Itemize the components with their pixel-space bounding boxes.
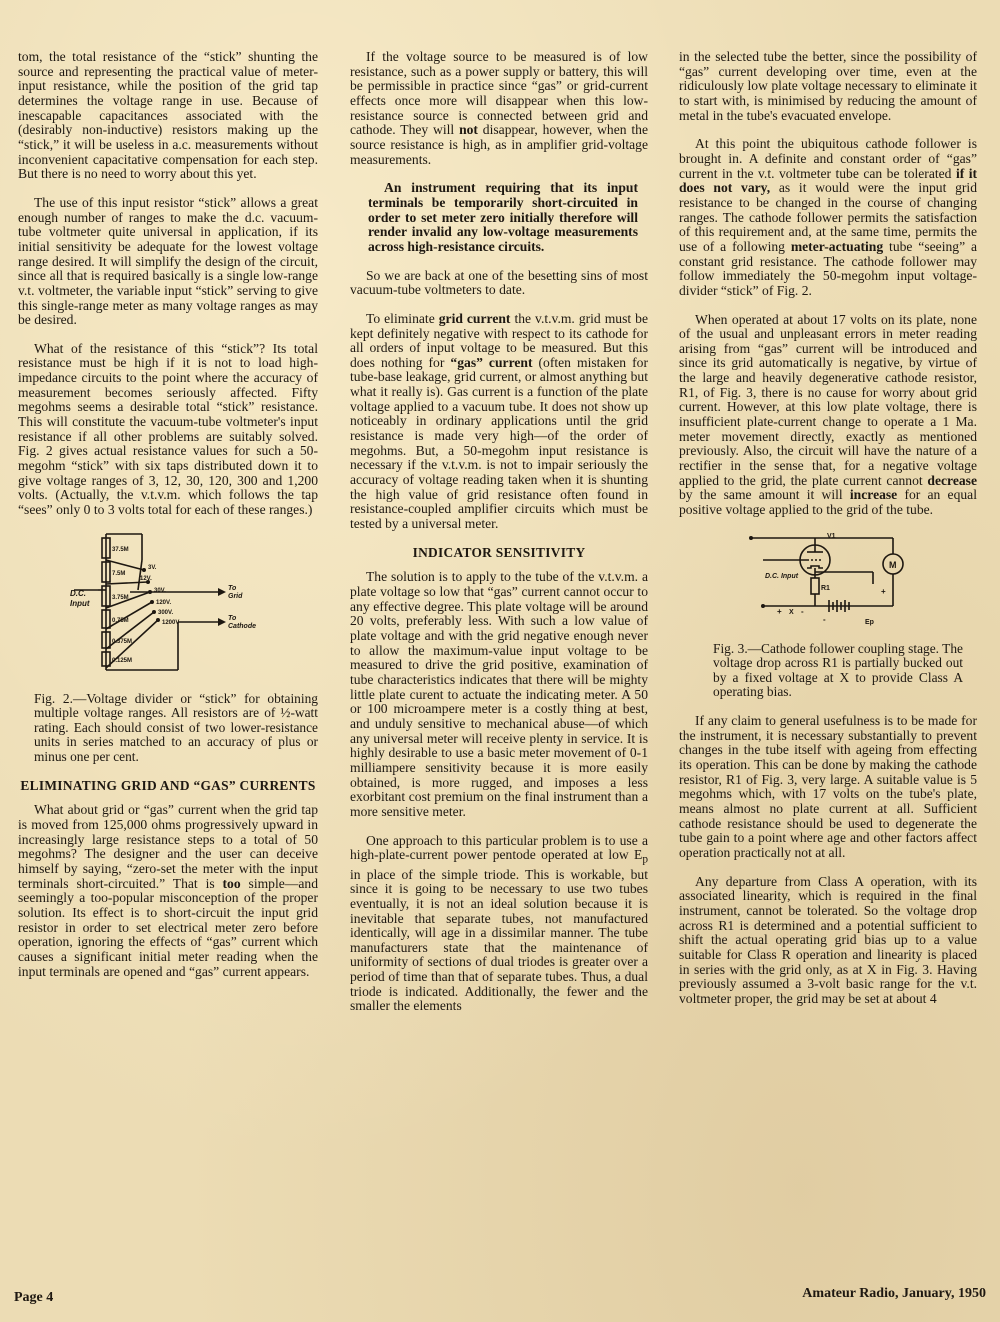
battery-label: Ep [865,618,874,626]
tube-label: V1 [827,532,836,540]
resistor-label: 37.5M [112,546,129,553]
column-left [18,50,318,993]
input-label: D.C. Input [765,572,799,580]
column-middle [350,50,648,1028]
paragraph: So we are back at one of the besetting sins of most vacuum-tube voltmeters to date. [350,267,648,298]
paragraph: At this point the ubiquitous cathode follower is brought in. A definite and constant order of “gas” current in the v.t. voltmeter tube can be tolerated if it does not vary, as it would were the input grid resistance to be changed in the course of changing ranges. The cathode follower permits the satisfaction of this requirement and, at the same time, permits the use of a following meter-actuating tube “seeing” a constant grid resistance. The cathode follower may follow immediately the 50-megohm input voltage-divider “stick” of Fig. 2. [679,136,978,298]
polarity-label: - [823,614,826,624]
input-label: Input [70,598,90,608]
resistor-label: 0.75M [112,617,129,624]
section-heading: ELIMINATING GRID AND “GAS” CURRENTS [20,777,316,793]
paragraph: What of the resistance of this “stick”? Its total resistance must be high if it is not to load high-impedance circuits to the point where the accuracy of measurement becomes seriously affected. Fifty megohms seems a desirable total “stick” resistance. This will constitute the vacuum-tube voltmeter's input resistance if all other problems are suitably solved. Fig. 2 gives actual resistance values for such a 50-megohm “stick” with six taps distributed down it to give voltage ranges of 3, 12, 30, 120, 300 and 1,200 volts. (Actually, the v.t.v.m. which follows the tap “sees” only 0 to 3 volts total for each of these ranges.) [18,340,318,518]
meter-label: M [889,559,897,570]
polarity-label: - [801,606,804,616]
tap-label: 30V. [154,587,166,594]
to-cathode-label: To [228,614,237,622]
paragraph: The use of this input resistor “stick” allows a great enough number of ranges to make the d.c. vacuum-tube voltmeter quite universal in application, if its initial sensitivity be adequate for the lowest voltage range desired. It will simplify the design of the circuit, since all that is required basically is a single low-range v.t. voltmeter, the variable input “stick” serving to give this single-range meter as many voltage ranges as may be desired. [18,194,318,328]
paragraph: tom, the total resistance of the “stick” shunting the source and representing the practical value of meter-input resistance, while the position of the grid tap determines the voltage range in use. Because of inescapable capacitances associated with the (desirably non-inductive) resistors making up the “stick,” it will be useless in a.c. measurements without inconvenient capacitative compensation for each step. But there is no need to worry about this yet. [18,49,318,182]
publication-footer: Amateur Radio, January, 1950 [802,1286,986,1301]
resistor-label: 0.125M [112,657,133,664]
polarity-label: + [881,586,886,596]
paragraph: If the voltage source to be measured is of low resistance, such as a power supply or battery, this will be permissible in practice since “gas” or grid-current effects once more will disappear when this low-resistance source is connected between grid and cathode. They will not disappear, however, when the source resistance is high, as in amplifier grid-voltage measurements. [350,49,648,167]
tap-label: 3V. [148,564,157,571]
to-grid-label: Grid [228,592,243,600]
fig3-caption: Fig. 3.—Cathode follower coupling stage. The voltage drop across R1 is partially bucked out by a fixed voltage at X to provide Class A operating bias. [713,640,963,700]
resistor-label: 0.375M [112,638,133,645]
paragraph: One approach to this particular problem is to use a high-plate-current power pentode operated at low $E_p$ in place of the simple triode. This is workable, but since it is going to be necessary to use two tubes eventually, it is not an ideal solution because it is inevitable that separate tubes, not manufactured identically, will age in a dissimilar manner. The tube manufacturers state that the maintenance of uniformity of sections of dual triodes is greater over a period of time than that of separate tubes. Thus, a dual triode is indicated. Additionally, the fewer and the smaller the elements [350,832,648,1014]
fig2-voltage-divider-diagram [68,532,268,682]
x-label: X [789,608,794,616]
paragraph: If any claim to general usefulness is to be made for the instrument, it is necessary substantially to prevent changes in the tube itself with ageing from effecting its operation. This can be done by making the cathode resistor, R1 of Fig. 3, very large. A suitable value is 5 megohms which, with 17 volts on the tube's plate, means almost no plate current at all. Sufficient cathode resistance should be used to degenerate the tube gain to a point where age and other factors affect operation practically not at all. [679,713,977,860]
paragraph: Any departure from Class A operation, with its associated linearity, which is required in the final instrument, cannot be tolerated. So the voltage drop across R1 is determined and a potential sufficient to shift the actual operating grid bias up to a value suitable for Class R operation and linearity is placed in series with the grid only, as at X in Fig. 3. Having previously assumed a 3-volt basic range for the v.t. voltmeter proper, the grid may be set at about 4 [679,873,977,1006]
paragraph: What about grid or “gas” current when the grid tap is moved from 125,000 ohms progressively upward in increasingly large resistance steps to a total of 50 megohms? The designer and the user can deceive himself by saying, “zero-set the meter with the input terminals short-circuited.” That is too simple—and seemingly a too-popular misconception of the proper solution. Its effect is to short-circuit the input grid resistor in order to set electrical meter zero before operation, ignoring the effects of “gas” current which causes a significant initial meter reading when the input terminals are opened and “gas” current appears. [18,802,319,979]
fig2-caption: Fig. 2.—Voltage divider or “stick” for obtaining multiple voltage ranges. All resistors are of ½-watt rating. Each should consist of two lower-resistance units in series matched to an accuracy of plus or minus one per cent. [34,690,318,765]
paragraph: The solution is to apply to the tube of the v.t.v.m. a plate voltage so low that “gas” current cannot occur to any effective degree. This plate voltage will be around 20 volts, preferably less. With such a low value of plate voltage and with the grid negative enough never to allow the maximum-value input voltage to be measured to drive the grid positive, examination of tube characteristics indicates that there will be mighty little plate curent to actuate the indicating meter. A 50 or 100 microampere meter is a costly thing at best, and unduly sensitive to mechanical abuse—of which any universal meter will receive plenty in service. It is highly desirable to use a basic meter movement of 0-1 milliampere sensitivity because it is more easily obtained, is more rugged, and imposes a less exorbitant cost premium on the final instrument than a more sensitive meter. [350,569,648,819]
emphasis-paragraph: An instrument requiring that its input terminals be temporarily short-circuited in order to set meter zero initially therefore will render invalid any low-voltage measurements across high-resistance circuits. [368,180,638,254]
section-heading: INDICATOR SENSITIVITY [412,544,586,560]
paragraph: To eliminate grid current the v.t.v.m. grid must be kept definitely negative with respect to its cathode for all orders of input voltage to be measured. But this does nothing for “gas” current (often mistaken for tube-base leakage, grid current, or almost anything but what it really is). Gas current is a function of the plate voltage applied to a vacuum tube. It does not show up noticeably in ordinary applications until the grid resistance is made very high—of the order of megohms. But, a 50-megohm input resistance is necessary if the v.t.v.m. is not to impair seriously the accuracy of voltage reading taken when it is shunting the high value of grid resistance often found in resistance-coupled amplifier circuits which must be tested by a universal meter. [350,310,648,532]
input-label: D.C. [70,588,86,598]
tap-label: 300V. [158,609,174,616]
page-number: Page 4 [14,1290,54,1305]
tap-label: 12V. [140,575,152,582]
resistor-label: R1 [821,584,830,592]
tap-label: 120V. [156,599,172,606]
column-right [679,50,977,1021]
resistor-label: 3.75M [112,594,129,601]
to-grid-label: To [228,584,237,592]
fig3-cathode-follower-diagram [743,532,913,632]
paragraph: in the selected tube the better, since the possibility of “gas” current developing over time, even at the ridiculously low plate voltage necessary to eliminate it to start with, is minimised by reducing the amount of metal in the tube's evacuated envelope. [679,49,977,123]
tap-label: 1200V [162,619,180,626]
polarity-label: + [777,606,782,616]
resistor-label: 7.5M [112,570,126,577]
to-cathode-label: Cathode [228,622,256,630]
paragraph: When operated at about 17 volts on its plate, none of the usual and unpleasant errors in meter reading arising from “gas” current will be introduced and since its grid automatically is negative, by virtue of the large and heavily degenerative cathode resistor, R1, of Fig. 3, there is no cause for worry about grid current. However, at this low plate voltage, there is insufficient plate-current change to operate a 1 Ma. meter movement directly, exactly as mentioned previously. Also, the circuit will have the nature of a rectifier in the sense that, for a negative voltage applied to the grid, the plate current cannot decrease by the same amount it will increase for an equal positive voltage applied to the grid of the tube. [679,311,977,518]
